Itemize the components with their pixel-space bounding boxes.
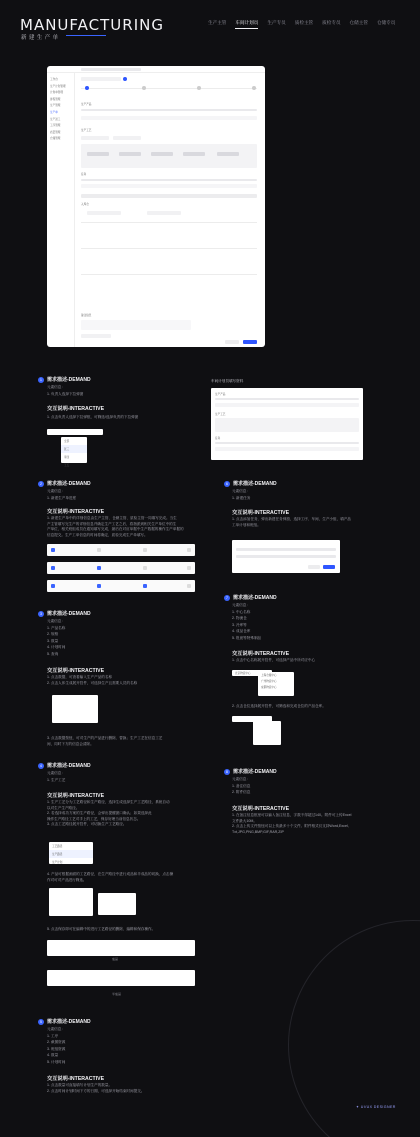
demand-lines — [47, 488, 76, 501]
path-option[interactable]: 工艺路径 — [52, 845, 63, 848]
product-dropdown[interactable] — [52, 695, 98, 723]
interactive-line: 操作生产路径工艺对手上的工艺，保存好理当前信息状态。 — [47, 816, 141, 821]
section-7-head — [224, 594, 277, 601]
mock-step-dot — [85, 86, 89, 90]
demand-line: 1. 新建任务 — [232, 495, 251, 500]
mock-process-chip[interactable] — [87, 152, 109, 156]
preview-title: 任务 — [215, 437, 221, 440]
preview-panel — [215, 418, 359, 432]
responsible-dropdown-list — [61, 437, 87, 467]
section-3-head — [38, 610, 91, 617]
section-number: 7 — [224, 595, 230, 601]
demand-line: 2. 规格 — [47, 632, 59, 637]
demand-line: 3. 冷库等 — [232, 622, 247, 627]
mock-remark-textarea[interactable] — [81, 320, 191, 330]
interactive-lines — [47, 872, 173, 883]
brand-title: MANUFACTURING — [20, 16, 164, 34]
interactive-title: 交互说明-INTERACTIVE — [47, 668, 105, 674]
interactive-line: 工单计划和班组。 — [232, 522, 261, 527]
demand-line: 1. 负责人选择下拉弹窗 — [47, 391, 84, 396]
fill-table-caption: 车间计划员填写资料 — [211, 379, 244, 383]
progress-strip — [47, 544, 195, 556]
mock-sidebar-item[interactable]: 工序管理 — [50, 124, 61, 128]
demand-title: 需求描述-DEMAND — [47, 377, 91, 383]
mock-sidebar-item[interactable]: 计划单管理 — [50, 91, 63, 95]
dropdown-option[interactable]: 全部 — [64, 440, 70, 443]
mock-sidebar-item-selected[interactable]: 生产单 — [50, 110, 58, 114]
mock-path-select[interactable] — [81, 136, 109, 140]
responsible-dropdown[interactable] — [47, 429, 103, 435]
mock-step-dot — [197, 86, 201, 90]
mock-process-chip[interactable] — [217, 152, 239, 156]
demand-line: 2. 物流仓 — [232, 616, 247, 621]
interactive-line: 以对生产生产路径。 — [47, 805, 80, 810]
modal-field[interactable] — [236, 555, 336, 558]
mock-sidebar-item[interactable]: 工作台 — [50, 78, 58, 81]
mock-topbar — [47, 66, 265, 73]
mock-sidebar-item[interactable]: 生产计划管理 — [50, 84, 66, 88]
mock-section-title: 生产产品 — [81, 103, 92, 106]
demand-lines — [232, 776, 250, 796]
interactive-title: 交互说明-INTERACTIVE — [232, 510, 290, 516]
route-editor-finished — [47, 940, 195, 956]
mock-divider — [81, 248, 257, 249]
demand-line: 元素信息： — [232, 489, 250, 493]
demand-line: 元素信息： — [47, 1027, 65, 1031]
interactive-lines — [47, 1083, 144, 1094]
interactive-line: 3. 点击数据按钮，可对生产的产品进行删除、替换；生产工艺在信息工艺 — [47, 736, 163, 740]
section-number: 8 — [224, 769, 230, 775]
demand-title: 需求描述-DEMAND — [47, 611, 91, 617]
demand-line: 2. 附件信息 — [232, 790, 251, 795]
interactive-title: 交互说明-INTERACTIVE — [47, 793, 105, 799]
interactive-title: 交互说明-INTERACTIVE — [47, 406, 105, 412]
interactive-lines — [232, 813, 351, 835]
section-number: 6 — [224, 481, 230, 487]
demand-title: 需求描述-DEMAND — [47, 1019, 91, 1025]
interactive-line: 1. 点击中心名称展开控件，可选择产品中所对应中心 — [232, 658, 316, 662]
mock-warehouse-select[interactable] — [147, 211, 181, 215]
interactive-line: 1. 新建生产单中的详细信息由生产主管、仓储主管、质检主管一同填写完成。当生 — [47, 516, 177, 520]
center-select-value: 北京物流中心 — [235, 672, 251, 675]
interactive-lines — [47, 516, 184, 538]
interactive-line: 信息提交。生产工单信息的时间将确定，质检完成生产单填写。 — [47, 532, 148, 537]
demand-line: 1. 产品名称 — [47, 625, 66, 630]
interactive-lines — [47, 800, 170, 828]
progress-strip — [47, 562, 195, 574]
dropdown-option[interactable]: 李四 — [64, 456, 70, 459]
demand-lines — [47, 384, 83, 397]
demand-lines — [232, 602, 261, 642]
section-number: 4 — [38, 763, 44, 769]
interactive-line: Txt,JPG,PNG,BMP,GIF,RAR,ZIP — [232, 829, 284, 834]
demand-line: 元素信息： — [47, 489, 65, 493]
mock-sidebar-item[interactable]: 生产管理 — [50, 104, 61, 108]
interactive-line: 2. 点击仓位选择展开控件，可筛选和完成仓位的产品仓库。 — [232, 704, 326, 708]
demand-line: 2. 截图资源 — [47, 1040, 66, 1045]
section-2-head — [38, 480, 91, 487]
demand-title: 需求描述-DEMAND — [47, 481, 91, 487]
modal-cancel-button[interactable] — [308, 565, 320, 569]
preview-title: 生产工艺 — [215, 413, 226, 416]
center-option[interactable]: 成都物流中心 — [261, 686, 277, 689]
demand-line: 1. 备注信息 — [232, 783, 251, 788]
nav-item-active[interactable]: 车间计划员 — [235, 20, 258, 29]
path-option[interactable]: 生产计划 — [52, 861, 63, 864]
section-5-head — [38, 1018, 91, 1025]
section-8-head — [224, 768, 277, 775]
mock-section-title: 备注信息 — [81, 314, 92, 317]
preview-row — [215, 403, 359, 407]
interactive-line: 产单位，相关班组成员在通知填写完成，最后在对应单据中生产数据的操作生产单据的 — [47, 527, 184, 532]
new-task-modal — [232, 540, 340, 573]
demand-lines — [47, 770, 65, 783]
interactive-line: 1. 点击添加任务，弹出新建任务弹窗，选择工序、车间，生产小组，填产品 — [232, 517, 351, 521]
interactive-line: 5. 点击保存即可在编辑中的进行工艺路径的删除、编辑和保存操作。 — [47, 927, 156, 931]
demand-line: 5. 计划时间 — [47, 1059, 66, 1064]
demand-line: 4. 数量 — [47, 1053, 59, 1058]
mock-header-row — [81, 179, 257, 181]
nav-item[interactable]: 生产主管 — [208, 20, 227, 25]
demand-line: 3. 班组资源 — [47, 1046, 66, 1051]
preview-row — [215, 447, 359, 451]
interactive-lines — [47, 736, 162, 747]
section-number: 2 — [38, 481, 44, 487]
interactive-title: 交互说明-INTERACTIVE — [232, 651, 290, 657]
dropdown-option[interactable]: 王五 — [64, 464, 70, 467]
mock-sidebar — [47, 73, 75, 347]
preview-header — [215, 442, 359, 444]
interactive-line: 文件最大10M。 — [232, 818, 257, 823]
mock-step-dot — [142, 86, 146, 90]
interactive-line: 1. 点击负责人选择下拉弹框，可筛选/选择负责的下拉弹窗 — [47, 415, 139, 419]
interactive-line: 产主管填写完生产的详细信息并确定生产工艺之后，将指派到相关生产单位中的生 — [47, 521, 177, 526]
mock-add-task-button[interactable] — [81, 194, 257, 198]
path-option[interactable]: 生产路径 — [49, 850, 93, 858]
demand-line: 元素信息： — [47, 619, 65, 623]
preview-title: 生产产品 — [215, 393, 226, 396]
mock-divider — [81, 274, 257, 275]
mock-divider — [81, 222, 257, 223]
mock-process-chip[interactable] — [151, 152, 173, 156]
demand-line: 1. 生产工艺 — [47, 777, 66, 782]
demand-line: 1. 工序 — [47, 1033, 59, 1038]
interactive-title: 交互说明-INTERACTIVE — [47, 1076, 105, 1082]
interactive-line: 1. 点击数据，可查看输入生产产品的名称 — [47, 675, 113, 679]
mock-cancel-button[interactable] — [225, 340, 239, 344]
nav-item[interactable]: 质检专员 — [322, 20, 341, 25]
demand-lines — [47, 1026, 65, 1066]
progress-strip — [47, 580, 195, 592]
route-dropdown-left[interactable] — [49, 888, 93, 916]
mock-sidebar-item[interactable]: 排程管理 — [50, 97, 61, 101]
interactive-line: 2. 若选择成功方案的生产路径，会弹出提醒窗口确认；如果选择此 — [47, 811, 152, 816]
mock-responsible-select[interactable] — [81, 77, 121, 81]
route-editor-semi — [47, 970, 195, 986]
demand-line: 元素信息： — [47, 771, 65, 775]
mock-center-select[interactable] — [87, 211, 121, 215]
demand-line: 1. 新建生产单进度 — [47, 495, 77, 500]
dropdown-option[interactable]: 张三 — [61, 445, 87, 453]
demand-title: 需求描述-DEMAND — [233, 481, 277, 487]
mock-header-row — [81, 109, 257, 111]
interactive-line: 1. 在备注信息框里可以输入备注信息，字数不得超过140。附件可上传Excel — [232, 813, 352, 817]
nav-item[interactable]: 质检主管 — [294, 20, 314, 25]
designer-credit: ✦ UI/UX DESIGNER — [356, 1105, 396, 1109]
interactive-line: 1. 点击数量可直接填写计划生产的数量。 — [47, 1083, 113, 1087]
center-options — [258, 672, 294, 696]
route-dropdown-right[interactable] — [98, 893, 136, 915]
top-nav — [208, 20, 395, 29]
brand-underline — [66, 35, 106, 36]
interactive-title: 交互说明-INTERACTIVE — [47, 509, 105, 515]
mock-process-chip[interactable] — [119, 152, 141, 156]
modal-confirm-button[interactable] — [323, 565, 335, 569]
mock-submit-button[interactable] — [243, 340, 257, 344]
demand-lines — [232, 488, 250, 501]
path-dropdown[interactable] — [49, 842, 93, 864]
nav-item[interactable]: 仓储专员 — [376, 20, 396, 25]
demand-line: 元素信息： — [232, 777, 250, 781]
interactive-line: 2. 点击时间计划时间下方的日期，可选择开始结束时间提交。 — [47, 1088, 145, 1093]
section-number: 5 — [38, 1019, 44, 1025]
mock-section-title: 入库仓 — [81, 203, 89, 206]
section-1-head — [38, 376, 91, 383]
section-6-head — [224, 480, 277, 487]
interactive-line: 3. 点击工艺路径展开控件，可切换生产工艺路径。 — [47, 822, 127, 827]
demand-lines — [47, 618, 65, 658]
mock-tabs — [81, 68, 141, 71]
mock-step-dot — [252, 86, 256, 90]
warehouse-options — [253, 721, 281, 745]
interactive-line: 间，同时下方的信息会清除。 — [47, 741, 94, 746]
mock-progress-line — [81, 88, 257, 89]
mock-process-panel — [81, 144, 257, 168]
route-caption: 成品 — [112, 957, 119, 961]
center-option[interactable]: 广州物流中心 — [261, 680, 277, 683]
fill-table-preview — [211, 388, 363, 460]
demand-line: 4. 成品仓库 — [232, 629, 251, 634]
demand-title: 需求描述-DEMAND — [233, 769, 277, 775]
interactive-title: 交互说明-INTERACTIVE — [232, 806, 290, 812]
demand-line: 元素信息： — [232, 603, 250, 607]
demand-line: 4. 计划时间 — [47, 645, 66, 650]
decorative-arc — [288, 920, 420, 1137]
preview-header — [215, 398, 359, 400]
interactive-line: 1. 生产工艺分为工艺路径和生产路径，选择生成选择生产工艺路径，系统自动 — [47, 800, 170, 804]
demand-line: 1. 中心名称 — [232, 609, 251, 614]
app-mockup — [47, 66, 265, 347]
demand-line: 5. 报废等特殊制品 — [232, 635, 262, 640]
mock-upload-button[interactable] — [81, 334, 111, 338]
mock-sidebar-item[interactable]: 仓储管理 — [50, 137, 61, 141]
center-option[interactable]: 上海仓储中心 — [261, 674, 277, 677]
nav-item[interactable]: 生产专员 — [267, 20, 286, 25]
modal-field[interactable] — [236, 548, 336, 551]
interactive-line: 2. 点击人体生成展开控件，可选择生产且需要人员的名称 — [47, 680, 138, 685]
demand-line: 3. 数量 — [47, 638, 59, 643]
interactive-lines — [47, 675, 137, 686]
mock-product-row — [81, 116, 257, 120]
demand-title: 需求描述-DEMAND — [233, 595, 277, 601]
mock-sidebar-item[interactable]: 质量管理 — [50, 130, 61, 134]
nav-item[interactable]: 仓储主管 — [349, 20, 368, 25]
demand-title: 需求描述-DEMAND — [47, 763, 91, 769]
interactive-line: 2. 点击上传文件按钮可以上传最多十个文件。附件格式仅支持Word,Excel, — [232, 824, 349, 829]
mock-section-title: 生产工艺 — [81, 129, 92, 132]
section-4-head — [38, 762, 91, 769]
interactive-line: 4. 产品可根据画面的工艺路径，在生产路径中进行成品和半成品的切换，点击操 — [47, 872, 174, 876]
brand-subtitle: 新建生产单 — [21, 35, 61, 41]
mock-path-select[interactable] — [113, 136, 141, 140]
mock-section-title: 任务 — [81, 173, 87, 176]
route-caption: 半成品 — [112, 992, 122, 996]
mock-task-row — [81, 184, 257, 188]
mock-process-chip[interactable] — [183, 152, 205, 156]
mock-step-dot — [123, 77, 127, 81]
section-number: 3 — [38, 611, 44, 617]
demand-line: 元素信息： — [47, 385, 65, 389]
demand-line: 5. 查询 — [47, 651, 59, 656]
section-number: 1 — [38, 377, 44, 383]
interactive-lines — [232, 517, 351, 528]
mock-sidebar-item[interactable]: 生产派工 — [50, 117, 61, 121]
interactive-line: 作对可对产品进行筛选。 — [47, 877, 87, 882]
